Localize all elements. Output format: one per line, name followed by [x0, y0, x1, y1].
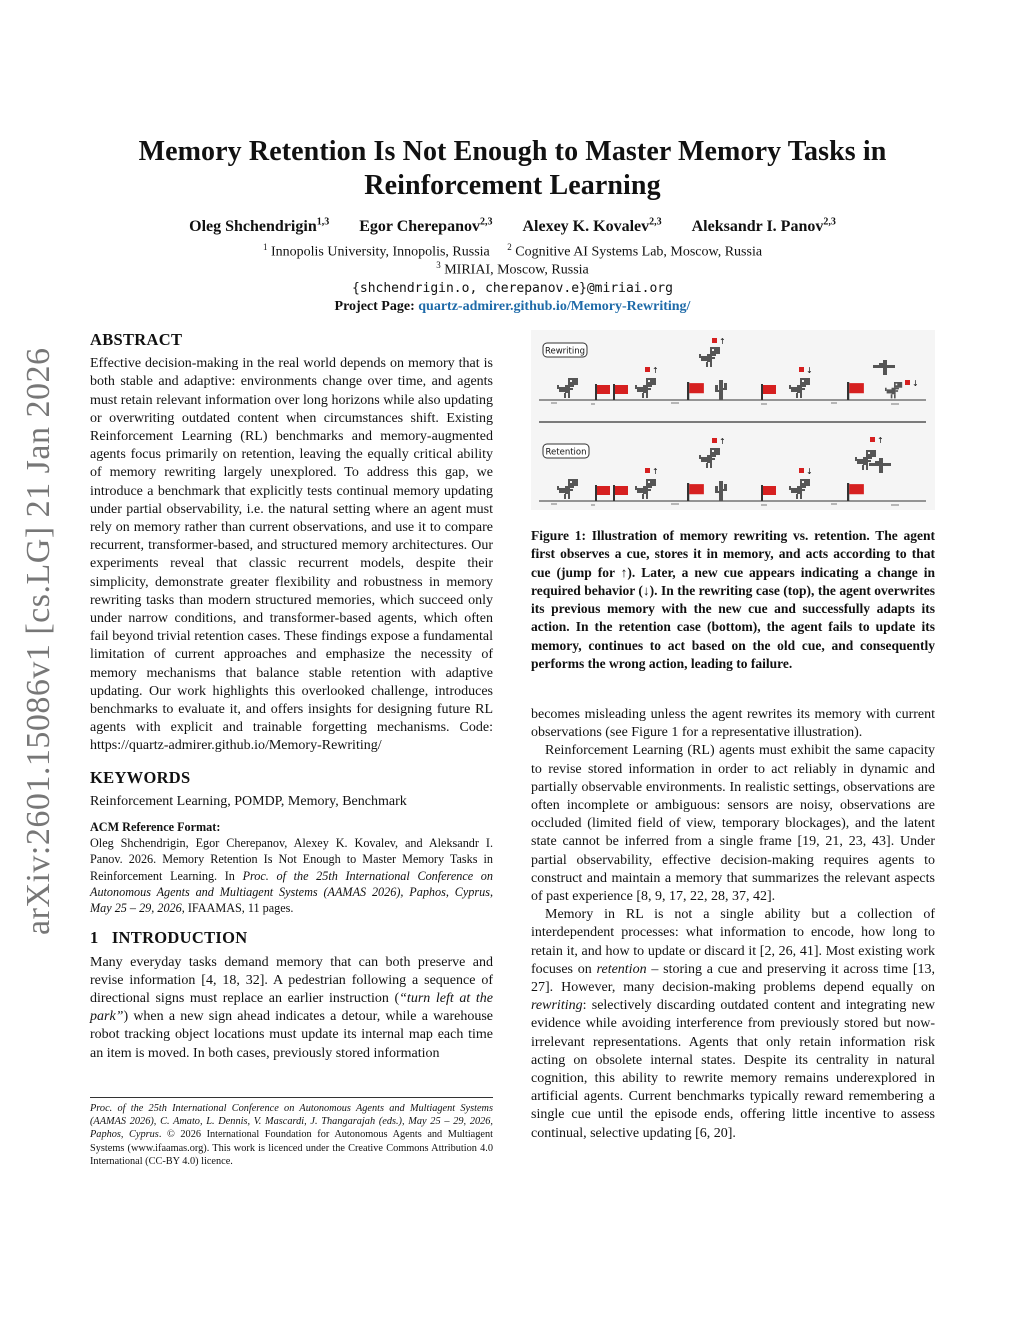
acm-reference: ACM Reference Format: Oleg Shchendrigin, Egor Cherepanov, Alexey K. Kovalev, and Aleksandr I. Panov. 2026. Memory Retention Is Not Enough to Master Memory Tasks in Reinforcement Learning. In Proc. of the 25th International Conference on Autonomous Agents and Multiagent Systems (AAMAS 2026), Paphos, Cyprus, May 25 – 29, 2026, IFAAMAS, 11 pages.: [90, 820, 493, 916]
author: Oleg Shchendrigin$^{1,3}$: [189, 217, 330, 236]
affiliations-line-2: $^3$ MIRIAI, Moscow, Russia: [436, 260, 589, 278]
rewriting-label: Rewriting: [544, 346, 586, 357]
svg-text:↑: ↑: [719, 337, 726, 346]
abstract-text: Effective decision-making in the real world depends on memory that is both stable and adaptive: environments change over time, and agents must retain relevant information over long horizons while also updating or overwriting outdated content when circumstances shift. Existing Reinforcement Learning (RL) benchmarks and memory-augmented agents focus primarily on retention, leaving the equally critical ability of memory rewriting largely unexplored. To address this gap, we introduce a benchmark that explicitly tests continual memory updating under partial observability, i.e. the natural setting where an agent must rely on memory rather than current observations, and use it to compare recurrent, transformer-based, and structured memory architectures. Our experiments reveal that classic recurrent models, despite their simplicity, demonstrate greater flexibility and robustness in memory rewriting tasks than modern structured memories, which succeed only under narrow conditions, and transformer-based agents, which often fail beyond trivial retention cases. These findings expose a fundamental limitation of current approaches and emphasize the necessity of memory mechanisms that balance stable retention with adaptive updating. Our work highlights this overlooked challenge, introduces benchmarks to evaluate it, and offers insights for designing future RL agents with explicit and trainable forgetting mechanisms. Code: https://quartz-admirer.github.io/Memory-Rewriting/: [90, 356, 493, 754]
author: Aleksandr I. Panov$^{2,3}$: [691, 217, 836, 236]
intro-paragraph-1: Many everyday tasks demand memory that can both preserve and revise information [4, 18, 32]. A pedestrian following a sequence of directional signs must replace an earlier instruction (“turn left at the park”) when a new sign ahead indicates a detour, while a warehouse robot tracking object locations must update its internal map each time an item is moved. In both cases, previously stored information: [90, 954, 494, 1061]
project-page: Project Page: quartz-admirer.github.io/Memory-Rewriting/: [334, 299, 691, 314]
figure-1-caption: Figure 1: Illustration of memory rewriting vs. retention. The agent first observes a cue, stores it in memory, and acts according to that cue (jump for ↑). Later, a new cue appears indicating a change in required behavior (↓). In the rewriting case (top), the agent overwrites its previous memory with the new cue and successfully adapts its action. In the retention case (bottom), the agent fails to update its memory, continues to act based on the old cue, and consequently performs the wrong action, leading to failure.: [531, 528, 935, 672]
arxiv-identifier: arXiv:2601.15086v1 [cs.LG] 21 Jan 2026: [20, 347, 57, 935]
footnote-divider: [90, 1097, 493, 1098]
author-emails: {shchendrigin.o, cherepanov.e}@miriai.org: [352, 281, 673, 296]
abstract-heading: ABSTRACT: [90, 330, 183, 349]
author: Alexey K. Kovalev$^{2,3}$: [522, 217, 662, 236]
acm-reference-heading: ACM Reference Format:: [90, 820, 221, 835]
svg-text:↓: ↓: [912, 379, 919, 388]
keywords-heading: KEYWORDS: [90, 767, 191, 787]
intro-paragraph-3: Memory in RL is not a single ability but a collection of interdependent processes: what information to encode, how long to retain it, and how to update or discard it [2, 26, 41]. Most existing work focuses on retention – storing a cue and preserving it across time [13, 27]. However, many decision-making problems depend equally on rewriting: selectively discarding outdated content and integrating new evidence while avoiding interference from previously stored but now-irrelevant representations. Agents that only retain information risk acting on obsolete internal states. Despite its centrality in natural cognition, this ability to rewrite memory remains underexplored in artificial agents. Current benchmarks typically reward remembering a single cue until the episode ends, offering little incentive to assess continual, selective updating [6, 20].: [531, 907, 935, 1141]
svg-text:↑: ↑: [652, 366, 659, 375]
keywords-text: Reinforcement Learning, POMDP, Memory, Benchmark: [90, 793, 407, 809]
intro-paragraph-2: Reinforcement Learning (RL) agents must exhibit the same capacity to revise stored information in order to act reliably in dynamic and partially observable environments. In realistic settings, observations are often incomplete or ambiguous: sensors are noisy, observations are occluded (limited field of view, temporary blockages), and the latent state cannot be inferred from a single frame [19, 21, 23, 43]. Under partial observability, effective decision-making requires agents to construct and maintain a memory that summarizes the relevant aspects of past experience [8, 9, 17, 22, 28, 37, 42].: [531, 743, 935, 905]
paper-title: Memory Retention Is Not Enough to Master Memory Tasks in Reinforcement Learning: [138, 136, 887, 201]
right-column: [531, 706, 935, 1143]
svg-text:↑: ↑: [877, 436, 884, 445]
affiliations-line-1: $^1$ Innopolis University, Innopolis, Russia $^2$ Cognitive AI Systems Lab, Moscow, Russia: [262, 242, 763, 260]
retention-label: Retention: [545, 447, 587, 458]
figure-1: [531, 330, 935, 510]
intro-paragraph-1-continued: becomes misleading unless the agent rewrites its memory with current observations (see Figure 1 for a representative illustration).: [531, 707, 935, 741]
svg-text:↓: ↓: [806, 467, 813, 476]
conference-footnote: Proc. of the 25th International Conference on Autonomous Agents and Multiagent Systems (AAMAS 2026), C. Amato, L. Dennis, V. Mascardi, J. Thangarajah (eds.), May 25 – 29, 2026, Paphos, Cyprus. © 2026 International Foundation for Autonomous Agents and Multiagent Systems (www.ifaamas.org). This work is licenced under the Creative Commons Attribution 4.0 International (CC-BY 4.0) licence.: [90, 1103, 493, 1167]
introduction-heading: 1 INTRODUCTION: [90, 928, 248, 948]
svg-text:↑: ↑: [652, 467, 659, 476]
svg-text:↑: ↑: [719, 437, 726, 446]
figure-illustration: [531, 330, 935, 510]
author-list: [90, 217, 935, 236]
author: Egor Cherepanov$^{2,3}$: [359, 217, 493, 236]
left-column: [90, 331, 493, 1063]
svg-text:↓: ↓: [806, 366, 813, 375]
project-page-link[interactable]: quartz-admirer.github.io/Memory-Rewriting/: [418, 299, 691, 314]
